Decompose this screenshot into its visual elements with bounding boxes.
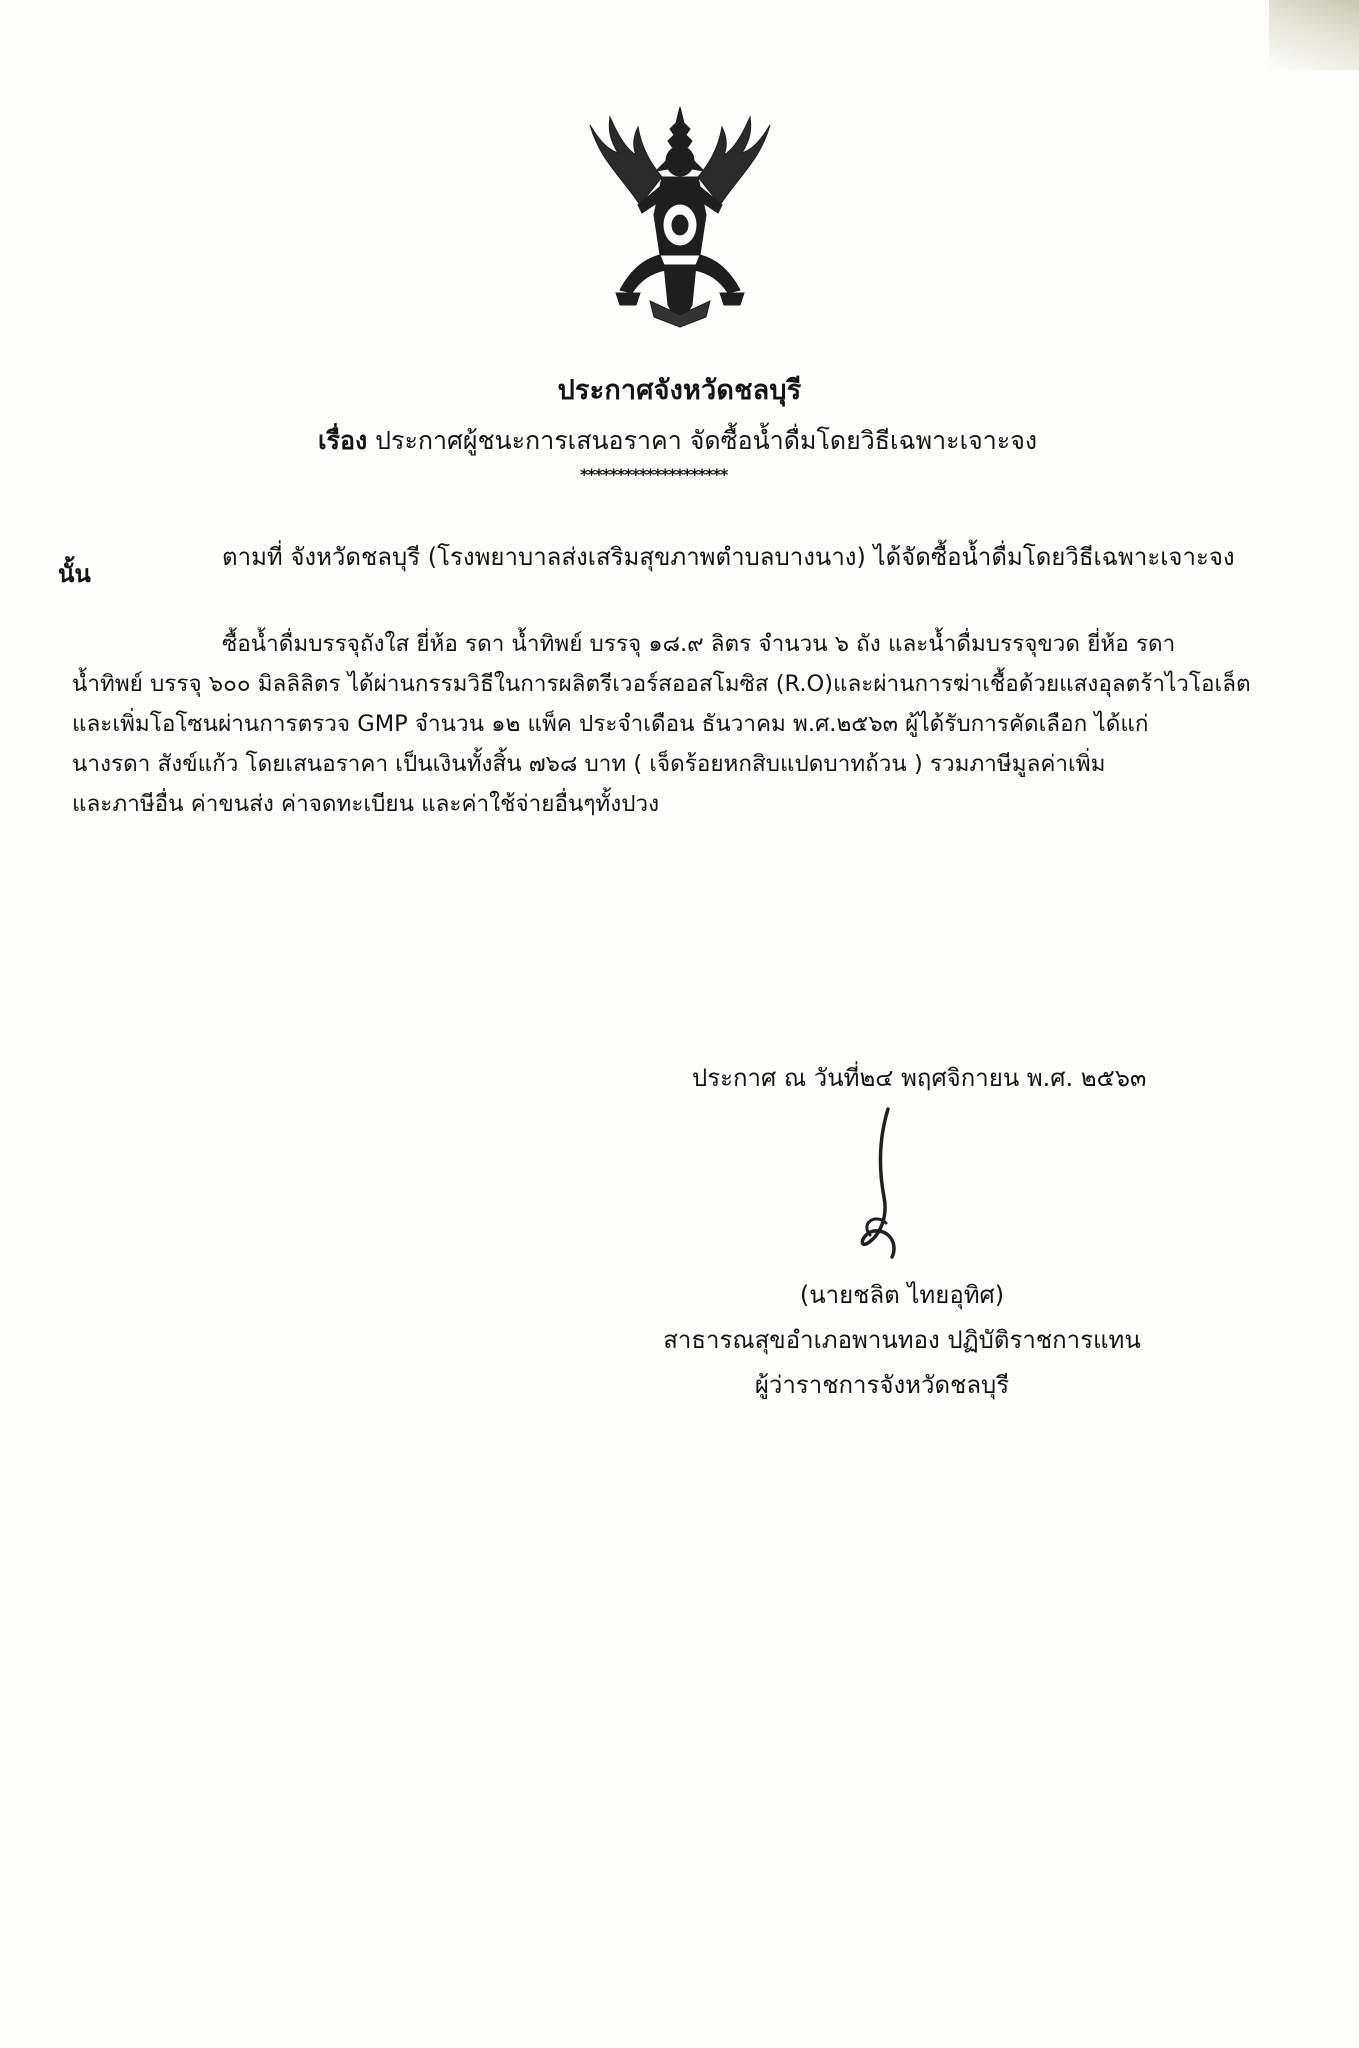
- subject-text: ประกาศผู้ชนะการเสนอราคา จัดซื้อน้ำดื่มโดยวิธีเฉพาะเจาะจง: [375, 426, 1038, 455]
- garuda-emblem-icon: [580, 105, 780, 330]
- paragraph-line: น้ำทิพย์ บรรจุ ๖๐๐ มิลลิลิตร ได้ผ่านกรรมวิธีในการผลิตรีเวอร์สออสโมซิส (R.O)และผ่านการฆ่าเชื้อด้วยแสงอุลตร้าไวโอเล็ต: [72, 671, 1251, 697]
- signer-position: สาธารณสุขอำเภอพานทอง ปฏิบัติราชการแทน: [663, 1326, 1141, 1354]
- paragraph-line: และเพิ่มโอโซนผ่านการตรวจ GMP จำนวน ๑๒ แพ็ค ประจำเดือน ธันวาคม พ.ศ.๒๕๖๓ ผู้ได้รับการคัดเลือก ได้แก่: [72, 711, 1149, 737]
- paragraph-award-details: [72, 624, 1277, 824]
- signer-name: (นายชลิต ไทยอุทิศ): [799, 1281, 1005, 1309]
- handwritten-signature-icon: [840, 1105, 930, 1260]
- paragraph-intro: ตามที่ จังหวัดชลบุรี (โรงพยาบาลส่งเสริมสุขภาพตำบลบางนาง) ได้จัดซื้อน้ำดื่มโดยวิธีเฉพาะเจาะจง: [222, 543, 1235, 571]
- paragraph-line: ซื้อน้ำดื่มบรรจุถังใส ยี่ห้อ รดา น้ำทิพย์ บรรจุ ๑๘.๙ ลิตร จำนวน ๖ ถัง และน้ำดื่มบรรจุขวด ยี่ห้อ รดา: [222, 631, 1176, 657]
- subject-label: เรื่อง: [318, 426, 368, 455]
- announcement-date: ประกาศ ณ วันที่๒๔ พฤศจิกายน พ.ศ. ๒๕๖๓: [692, 1064, 1147, 1092]
- page-corner-shadow: [1269, 0, 1359, 70]
- paragraph-intro-tail: นั้น: [58, 560, 91, 588]
- signer-office: ผู้ว่าราชการจังหวัดชลบุรี: [754, 1371, 1010, 1399]
- paragraph-line: นางรดา สังข์แก้ว โดยเสนอราคา เป็นเงินทั้งสิ้น ๗๖๘ บาท ( เจ็ดร้อยหกสิบแปดบาทถ้วน ) รวมภาษีมูลค่าเพิ่ม: [72, 751, 1106, 777]
- separator-stars: ********************: [580, 465, 728, 484]
- announcement-subject: [318, 421, 1037, 461]
- paragraph-line: และภาษีอื่น ค่าขนส่ง ค่าจดทะเบียน และค่าใช้จ่ายอื่นๆทั้งปวง: [72, 791, 660, 817]
- announcement-title: ประกาศจังหวัดชลบุรี: [557, 375, 802, 406]
